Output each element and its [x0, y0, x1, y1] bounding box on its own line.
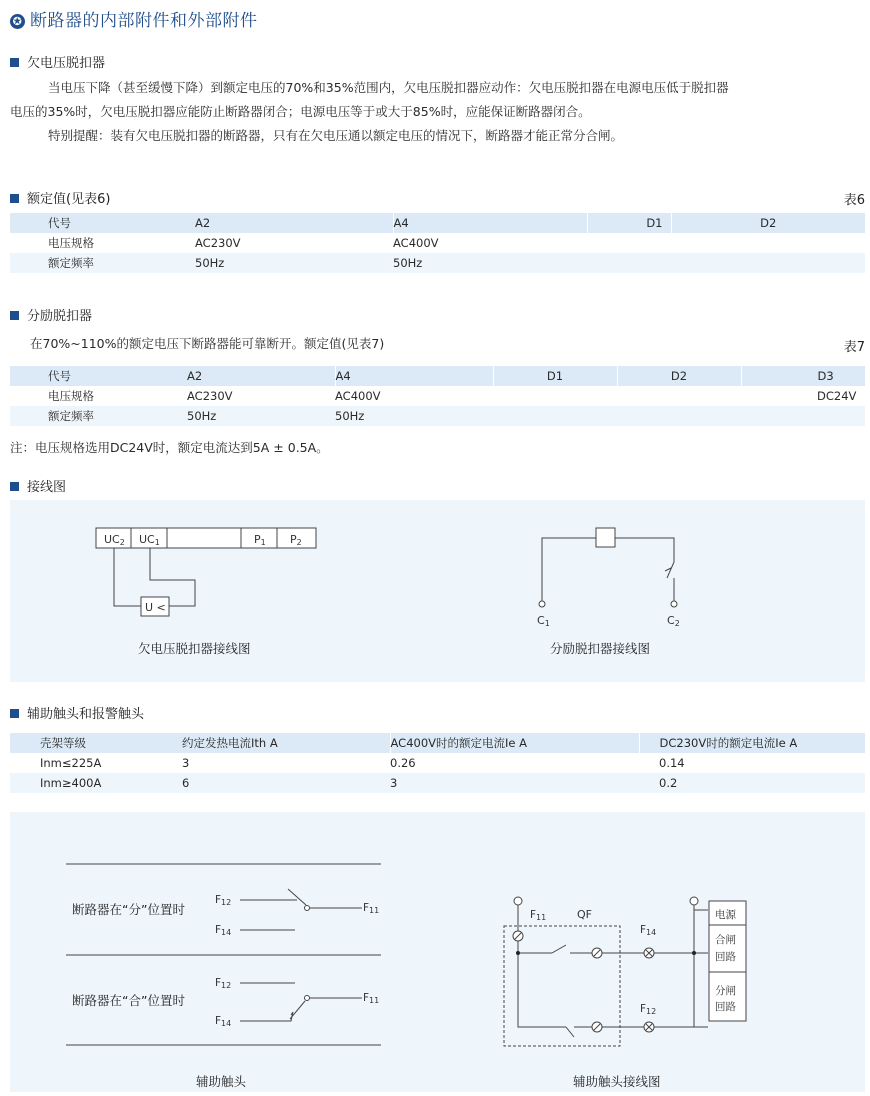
power-box-label: 电源 — [715, 909, 736, 921]
table-row: 电压规格 AC230V AC400V DC24V — [10, 386, 865, 406]
table-row: 额定频率 50Hz 50Hz — [10, 253, 865, 273]
square-bullet-icon — [10, 194, 19, 203]
c2-terminal-label: C2 — [667, 614, 680, 628]
shunt-description: 在70%~110%的额定电压下断路器能可靠断开。额定值(见表7) — [30, 336, 385, 351]
open-position-label: 断路器在“分”位置时 — [72, 902, 185, 917]
table6-label: 表6 — [843, 193, 865, 208]
aux-contacts-table — [10, 733, 865, 793]
f14-label: F14 — [215, 1015, 232, 1028]
table-row: 壳架等级 约定发热电流Ith A AC400V时的额定电流Ie A DC230V时的额定电流Ie A — [10, 733, 865, 753]
f12-label: F12 — [215, 894, 232, 907]
f11-label: F11 — [530, 909, 547, 922]
contacts-diagram-panel — [10, 812, 865, 1092]
table-row: 电压规格 AC230V AC400V — [10, 233, 865, 253]
f14-label: F14 — [215, 924, 232, 937]
undervoltage-para1: 当电压下降（甚至缓慢下降）到额定电压的70%和35%范围内，欠电压脱扣器应动作：欠电压脱扣器在电源电压低于脱扣器 — [48, 80, 729, 95]
table6 — [10, 213, 865, 273]
uc2-terminal-label: UC2 — [104, 533, 125, 547]
table-row: 代号 A2 A4 D1 D2 D3 — [10, 366, 865, 386]
junction-dot — [516, 951, 520, 955]
contacts-diagrams — [10, 812, 865, 1092]
undervoltage-wiring-caption: 欠电压脱扣器接线图 — [138, 641, 251, 656]
f11-label: F11 — [363, 992, 380, 1005]
section-heading-wiring: 接线图 — [10, 476, 66, 495]
square-bullet-icon — [10, 58, 19, 67]
table-row: Inm≥400A 6 3 0.2 — [10, 773, 865, 793]
undervoltage-description — [10, 76, 870, 148]
square-bullet-icon — [10, 482, 19, 491]
f12-label: F12 — [215, 977, 232, 990]
undervoltage-wiring-diagram — [96, 528, 316, 616]
qf-label: QF — [577, 908, 592, 921]
section-heading-aux-contacts: 辅助触头和报警触头 — [10, 703, 144, 722]
aux-wiring-caption: 辅助触头接线图 — [573, 1074, 661, 1089]
closed-position-label: 断路器在“合”位置时 — [72, 993, 185, 1008]
square-bullet-icon — [10, 311, 19, 320]
close-circuit-label-1: 合闸 — [715, 934, 736, 946]
table-row: 代号 A2 A4 D1 D2 — [10, 213, 865, 233]
shunt-wiring-diagram — [539, 528, 677, 607]
table-row: 额定频率 50Hz 50Hz — [10, 406, 865, 426]
section-heading-undervoltage: 欠电压脱扣器 — [10, 52, 105, 71]
page-title-text: 断路器的内部附件和外部附件 — [30, 11, 258, 31]
wiring-diagram-panel — [10, 500, 865, 682]
junction-dot — [692, 951, 696, 955]
page-title — [10, 6, 258, 31]
undervoltage-coil-label: U < — [145, 601, 166, 614]
f11-label: F11 — [363, 902, 380, 915]
undervoltage-para2: 特别提醒：装有欠电压脱扣器的断路器，只有在欠电压通以额定电压的情况下，断路器才能正常分合闸。 — [48, 128, 624, 143]
aux-contact-states-diagram — [66, 864, 381, 1045]
c1-terminal-label: C1 — [537, 614, 550, 628]
table-row: Inm≤225A 3 0.26 0.14 — [10, 753, 865, 773]
p2-terminal-label: P2 — [290, 533, 302, 547]
aux-contacts-caption: 辅助触头 — [196, 1074, 247, 1089]
shunt-wiring-caption: 分励脱扣器接线图 — [550, 641, 651, 656]
shunt-note: 注：电压规格选用DC24V时，额定电流达到5A ± 0.5A。 — [10, 440, 329, 455]
wiring-diagrams — [10, 500, 865, 682]
table7 — [10, 366, 865, 426]
uc1-terminal-label: UC1 — [139, 533, 160, 547]
section-heading-shunt: 分励脱扣器 — [10, 305, 92, 324]
square-bullet-icon — [10, 709, 19, 718]
f14-label: F14 — [640, 924, 657, 937]
open-circuit-label-2: 回路 — [715, 1001, 736, 1013]
star-icon: ✪ — [10, 14, 25, 29]
table7-label: 表7 — [843, 340, 865, 355]
section-heading-rated-values: 额定值(见表6) — [10, 188, 110, 207]
open-circuit-label-1: 分闸 — [715, 985, 736, 997]
p1-terminal-label: P1 — [254, 533, 266, 547]
undervoltage-para1b: 电压的35%时，欠电压脱扣器应能防止断路器闭合；电源电压等于或大于85%时，应能保证断路器闭合。 — [10, 104, 591, 119]
f12-label: F12 — [640, 1003, 657, 1016]
close-circuit-label-2: 回路 — [715, 951, 736, 963]
